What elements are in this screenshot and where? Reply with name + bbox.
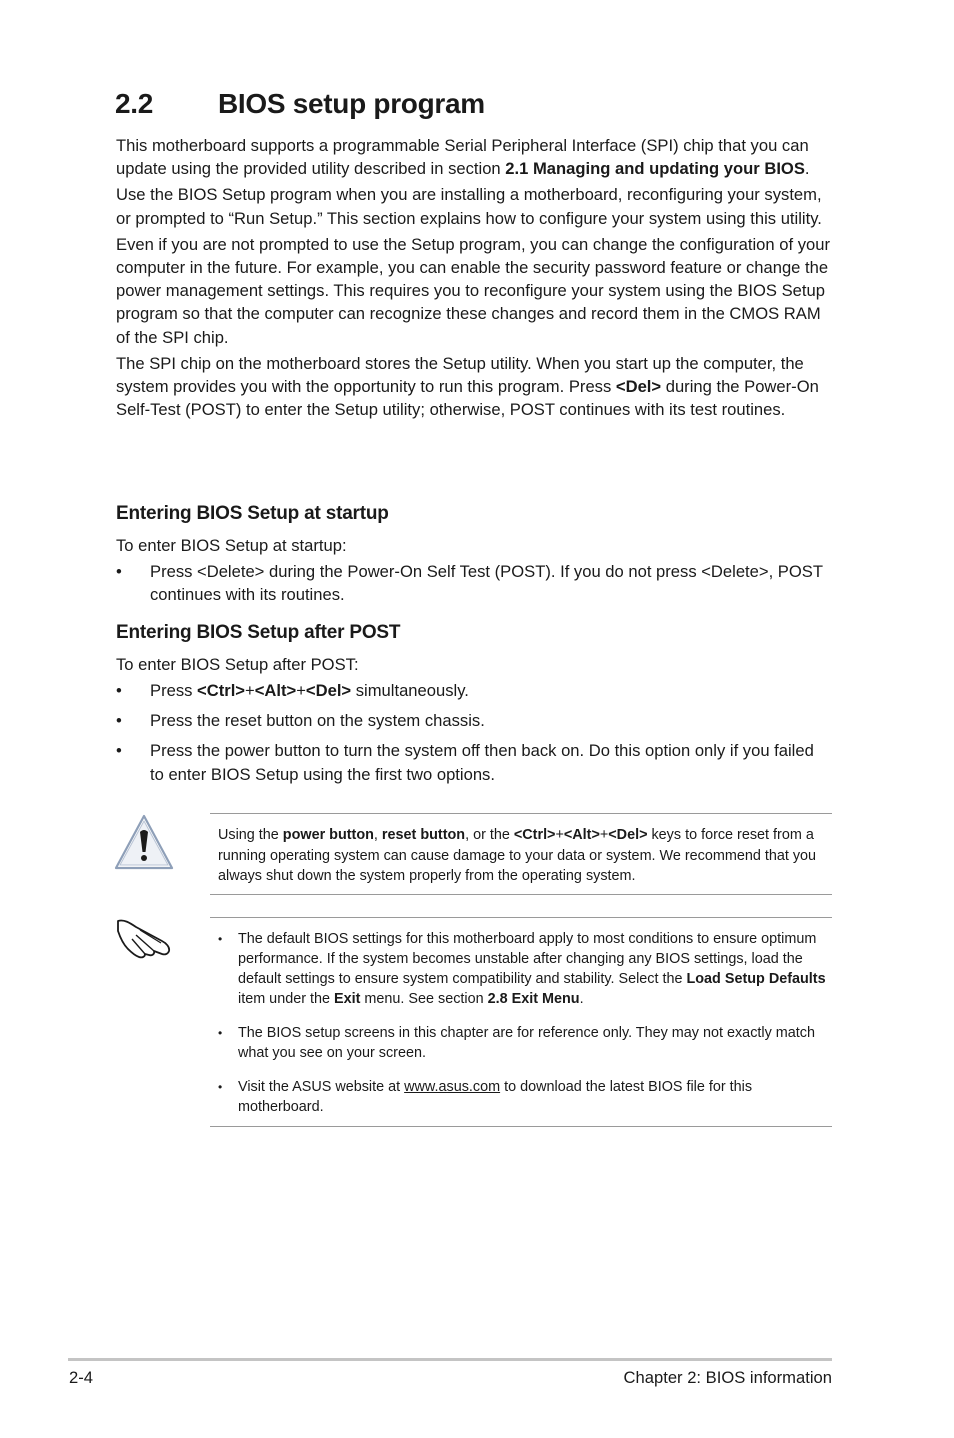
bullet: • xyxy=(218,932,223,946)
note-top-rule xyxy=(210,917,832,918)
list-item-text: Press the reset button on the system chassis. xyxy=(150,711,485,731)
intro-paragraph-4 xyxy=(116,352,832,422)
warning-triangle-icon xyxy=(113,812,175,877)
after-post-heading: Entering BIOS Setup after POST xyxy=(116,622,401,643)
del-key: <Del> xyxy=(305,681,352,700)
list-item xyxy=(116,679,832,702)
after-post-list xyxy=(116,679,832,793)
note-text-part: to download the latest BIOS file for this motherboard. xyxy=(238,1079,753,1115)
list-item xyxy=(218,1077,828,1117)
asus-website-link[interactable]: www.asus.com xyxy=(404,1079,501,1095)
list-item-text-end: simultaneously. xyxy=(351,681,469,700)
section-reference: 2.1 Managing and updating your BIOS xyxy=(505,159,805,179)
intro-paragraph-3: Even if you are not prompted to use the Setup program, you can change the configuration of your computer in the future. For example, you can enable the security password feature or change the power management settings. This requires you to reconfigure your system using the BIOS Setup program so that the computer can recognize these changes and record them in the CMOS RAM of the SPI chip. xyxy=(116,234,830,347)
startup-lead: To enter BIOS Setup at startup: xyxy=(116,536,347,555)
note-list xyxy=(218,929,828,1131)
bullet: • xyxy=(218,1026,223,1040)
ctrl-key: <Ctrl> xyxy=(197,681,245,700)
warning-text-part: Using the xyxy=(218,827,283,843)
plus-sign: + xyxy=(555,827,564,843)
power-button-term: power button xyxy=(282,827,374,843)
load-setup-defaults-term: Load Setup Defaults xyxy=(686,971,826,987)
bullet: • xyxy=(116,711,122,731)
pointing-hand-icon xyxy=(114,913,174,964)
page-number: 2-4 xyxy=(69,1368,93,1387)
intro-paragraph-2: Use the BIOS Setup program when you are installing a motherboard, reconfiguring your system, or prompted to “Run Setup.” This section explains how to configure your system using this utility. xyxy=(116,185,822,228)
note-text-part: menu. See section xyxy=(360,991,488,1007)
startup-list xyxy=(116,560,832,613)
startup-heading: Entering BIOS Setup at startup xyxy=(116,503,389,524)
note-text-part: Visit the ASUS website at xyxy=(238,1079,405,1095)
warning-bottom-rule xyxy=(210,894,832,895)
list-item xyxy=(218,929,828,1009)
bullet: • xyxy=(116,681,122,700)
bullet: • xyxy=(218,1080,223,1094)
plus-sign: + xyxy=(245,681,255,700)
list-item xyxy=(116,709,832,732)
intro-paragraph-1 xyxy=(116,134,832,180)
section-heading xyxy=(115,88,485,120)
footer-rule xyxy=(68,1358,832,1361)
warning-text-part: , or the xyxy=(465,827,514,843)
intro-p4-text: The SPI chip on the motherboard stores the Setup utility. When you start up the computer, the system provides you with the opportunity to run this program. Press xyxy=(116,353,804,397)
warning-text-part: keys to force reset from a running operating system can cause damage to your data or system. We recommend that you always shut down the system properly from the operating system. xyxy=(218,827,817,884)
intro-p1-text: This motherboard supports a programmable Serial Peripheral Interface (SPI) chip that you can update using the provided utility described in section xyxy=(116,136,809,179)
note-text-part: item under the xyxy=(238,991,334,1007)
plus-sign: + xyxy=(296,681,306,700)
intro-p4-text-end: during the Power-On Self-Test (POST) to enter the Setup utility; otherwise, POST continues with its test routines. xyxy=(116,377,819,420)
reset-button-term: reset button xyxy=(381,827,466,843)
note-bottom-rule xyxy=(210,1126,832,1127)
intro-p1-end: . xyxy=(804,159,810,179)
section-number: 2.2 xyxy=(115,88,154,119)
intro-text xyxy=(116,134,832,424)
note-text-part: The BIOS setup screens in this chapter are for reference only. They may not exactly match what you see on your screen. xyxy=(238,1025,815,1061)
section-title: BIOS setup program xyxy=(218,88,485,119)
del-key: <Del> xyxy=(615,377,662,397)
list-item-text: Press <Delete> during the Power-On Self Test (POST). If you do not press <Delete>, POST continues with its routines. xyxy=(150,562,823,605)
del-key: <Del> xyxy=(608,827,648,843)
ctrl-key: <Ctrl> xyxy=(513,827,556,843)
exit-menu-reference: 2.8 Exit Menu xyxy=(487,991,580,1007)
warning-top-rule xyxy=(210,813,832,814)
note-text-part: . xyxy=(579,991,584,1007)
exit-term: Exit xyxy=(334,991,361,1007)
warning-text-part: , xyxy=(373,827,382,843)
alt-key: <Alt> xyxy=(254,681,297,700)
list-item xyxy=(116,560,832,606)
list-item xyxy=(218,1023,828,1063)
list-item xyxy=(116,739,832,785)
warning-text xyxy=(218,825,818,887)
alt-key: <Alt> xyxy=(563,827,600,843)
bullet: • xyxy=(116,562,122,581)
after-post-lead: To enter BIOS Setup after POST: xyxy=(116,655,359,674)
plus-sign: + xyxy=(599,827,609,843)
bullet: • xyxy=(116,741,122,761)
chapter-title: Chapter 2: BIOS information xyxy=(623,1368,832,1387)
list-item-text: Press the power button to turn the system off then back on. Do this option only if you failed to enter BIOS Setup using the first two options. xyxy=(150,741,814,784)
note-text-part: The default BIOS settings for this motherboard apply to most conditions to ensure optimum performance. If the system becomes unstable after changing any BIOS settings, load the default settings to ensure system compatibility and stability. Select the xyxy=(238,931,817,987)
list-item-text: Press xyxy=(150,681,198,700)
